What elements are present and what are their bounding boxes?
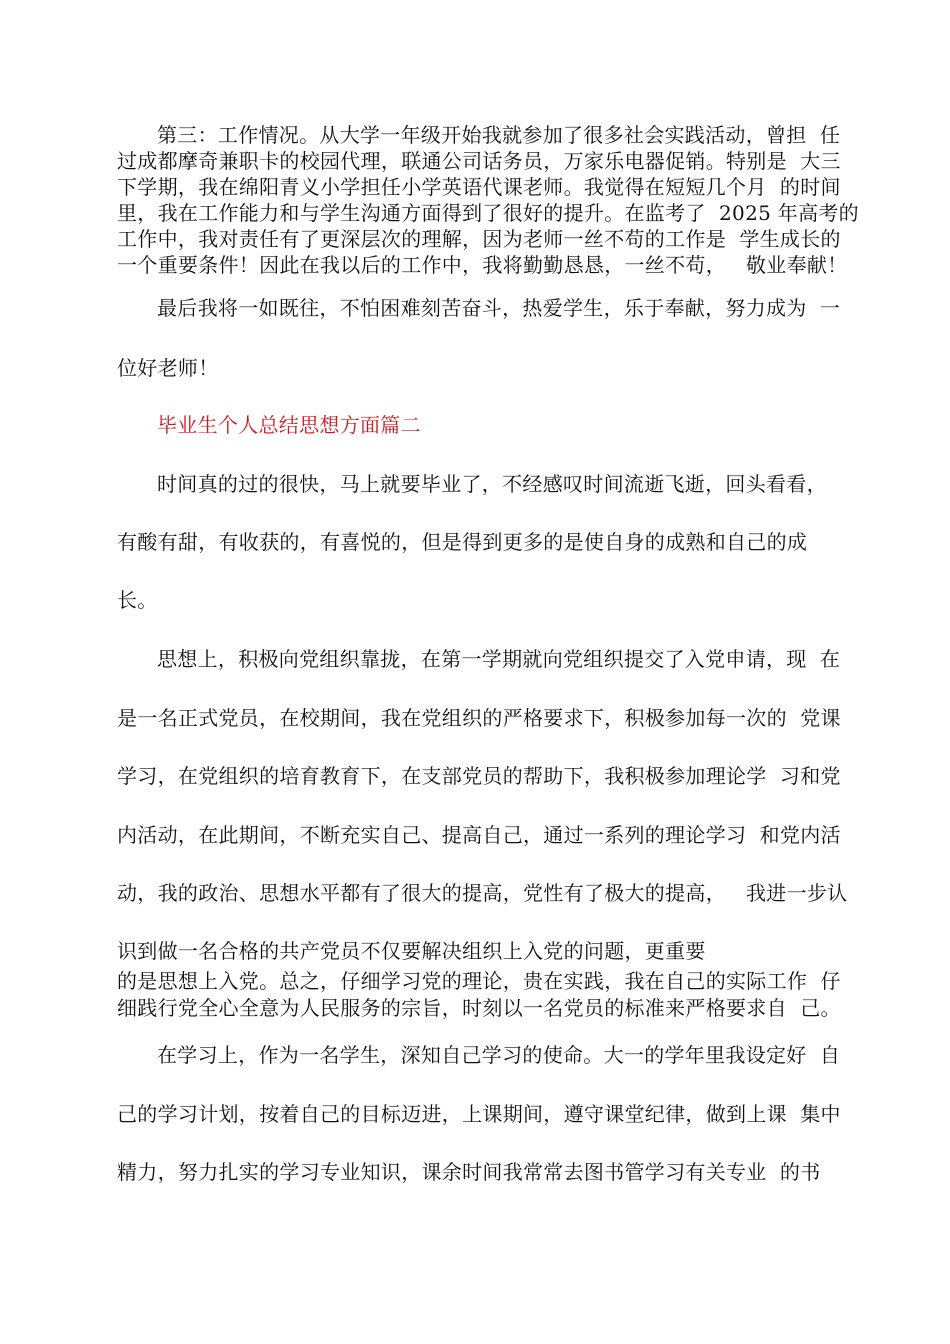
paragraph-line: 内活动，在此期间，不断充实自己、提高自己，通过一系列的理论学习 和党内活 — [117, 823, 841, 847]
paragraph-line: 里，我在工作能力和与学生沟通方面得到了很好的提升。在监考了 2025 年高考的 — [117, 201, 859, 225]
paragraph-line: 的是思想上入党。总之，仔细学习党的理论，贵在实践，我在自己的实际工作 仔 — [117, 969, 841, 993]
paragraph-line: 是一名正式党员，在校期间，我在党组织的严格要求下，积极参加每一次的 党课 — [117, 706, 841, 730]
paragraph-line: 一个重要条件！因此在我以后的工作中，我将勤勤恳恳，一丝不苟， 敬业奉献！ — [117, 253, 848, 277]
paragraph-line: 己的学习计划，按着自己的目标迈进，上课期间，遵守课堂纪律，做到上课 集中 — [117, 1102, 841, 1126]
paragraph-line: 长。 — [117, 588, 158, 612]
paragraph-line: 时间真的过的很快，马上就要毕业了，不经感叹时间流逝飞逝，回头看看， — [157, 472, 827, 496]
section-heading: 毕业生个人总结思想方面篇二 — [157, 413, 421, 437]
paragraph-line: 工作中，我对责任有了更深层次的理解，因为老师一丝不苟的工作是 学生成长的 — [117, 227, 841, 251]
paragraph-line: 位好老师！ — [117, 356, 219, 380]
paragraph-line: 思想上，积极向党组织靠拢，在第一学期就向党组织提交了入党申请，现 在 — [157, 647, 841, 671]
paragraph-line: 过成都摩奇兼职卡的校园代理，联通公司话务员，万家乐电器促销。特别是 大三 — [117, 149, 841, 173]
paragraph-line: 动，我的政治、思想水平都有了很大的提高，党性有了极大的提高， 我进一步认 — [117, 881, 848, 905]
paragraph-line: 有酸有甜，有收获的，有喜悦的，但是得到更多的是使自身的成熟和自己的成 — [117, 530, 808, 554]
paragraph-line: 下学期，我在绵阳青义小学担任小学英语代课老师。我觉得在短短几个月 的时间 — [117, 175, 841, 199]
paragraph-line: 细践行党全心全意为人民服务的宗旨，时刻以一名党员的标准来严格要求自 己。 — [117, 996, 841, 1020]
paragraph-line: 识到做一名合格的共产党员不仅要解决组织上入党的问题，更重要 — [117, 939, 706, 963]
paragraph-line: 第三：工作情况。从大学一年级开始我就参加了很多社会实践活动，曾担 任 — [157, 123, 841, 147]
paragraph-line: 学习，在党组织的培育教育下，在支部党员的帮助下，我积极参加理论学 习和党 — [117, 764, 841, 788]
paragraph-line: 精力，努力扎实的学习专业知识，课余时间我常常去图书管学习有关专业 的书 — [117, 1160, 821, 1184]
paragraph-line: 最后我将一如既往，不怕困难刻苦奋斗，热爱学生，乐于奉献，努力成为 一 — [157, 296, 841, 320]
paragraph-line: 在学习上，作为一名学生，深知自己学习的使命。大一的学年里我设定好 自 — [157, 1043, 841, 1067]
